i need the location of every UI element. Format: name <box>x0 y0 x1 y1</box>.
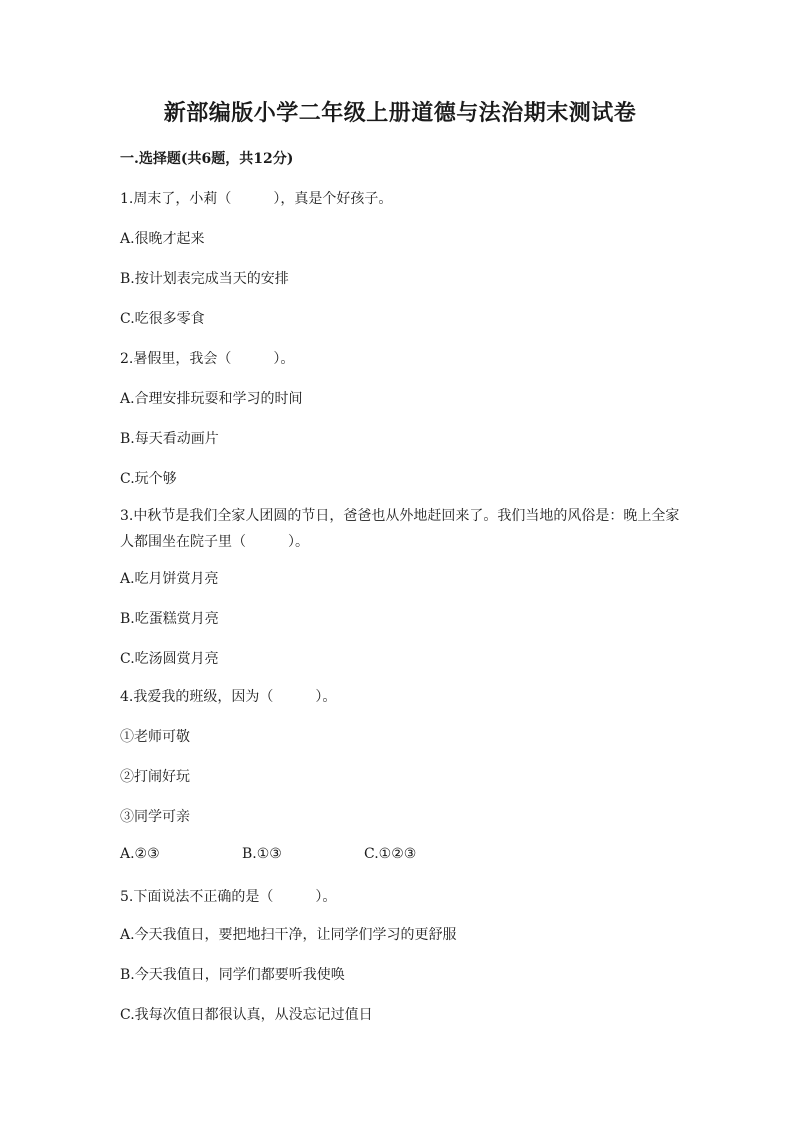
question-4-item-3: ③同学可亲 <box>120 809 190 825</box>
question-4-option-c[interactable]: C.①②③ <box>364 846 417 862</box>
question-4-option-b[interactable]: B.①③ <box>242 846 282 862</box>
question-2-option-c[interactable]: C.玩个够 <box>120 471 177 487</box>
question-3-option-c[interactable]: C.吃汤圆赏月亮 <box>120 651 219 667</box>
question-5-option-c[interactable]: C.我每次值日都很认真，从没忘记过值日 <box>120 1007 373 1023</box>
question-5-option-b[interactable]: B.今天我值日，同学们都要听我使唤 <box>120 967 345 983</box>
question-1-option-b[interactable]: B.按计划表完成当天的安排 <box>120 271 289 287</box>
question-2-option-b[interactable]: B.每天看动画片 <box>120 431 219 447</box>
question-3-stem: 3.中秋节是我们全家人团圆的节日，爸爸也从外地赶回来了。我们当地的风俗是：晚上全家人都围坐在院子里（ ）。 <box>120 508 680 550</box>
question-1-stem: 1.周末了，小莉（ ），真是个好孩子。 <box>120 191 393 207</box>
question-2-option-a[interactable]: A.合理安排玩耍和学习的时间 <box>120 391 303 407</box>
question-5-stem: 5.下面说法不正确的是（ ）。 <box>120 889 337 905</box>
question-1-option-a[interactable]: A.很晚才起来 <box>120 231 205 247</box>
question-3-option-b[interactable]: B.吃蛋糕赏月亮 <box>120 611 219 627</box>
question-3-option-a[interactable]: A.吃月饼赏月亮 <box>120 571 219 587</box>
question-4-stem: 4.我爱我的班级，因为（ ）。 <box>120 689 337 705</box>
question-4-option-a[interactable]: A.②③ <box>120 846 160 862</box>
question-1-option-c[interactable]: C.吃很多零食 <box>120 311 205 327</box>
question-4-item-1: ①老师可敬 <box>120 729 190 745</box>
question-4-item-2: ②打闹好玩 <box>120 769 190 785</box>
question-5-option-a[interactable]: A.今天我值日，要把地扫干净，让同学们学习的更舒服 <box>120 927 457 943</box>
section-heading: 一.选择题(共6题，共12分) <box>120 151 294 167</box>
question-2-stem: 2.暑假里，我会（ ）。 <box>120 351 295 367</box>
page-title: 新部编版小学二年级上册道德与法治期末测试卷 <box>163 100 637 126</box>
